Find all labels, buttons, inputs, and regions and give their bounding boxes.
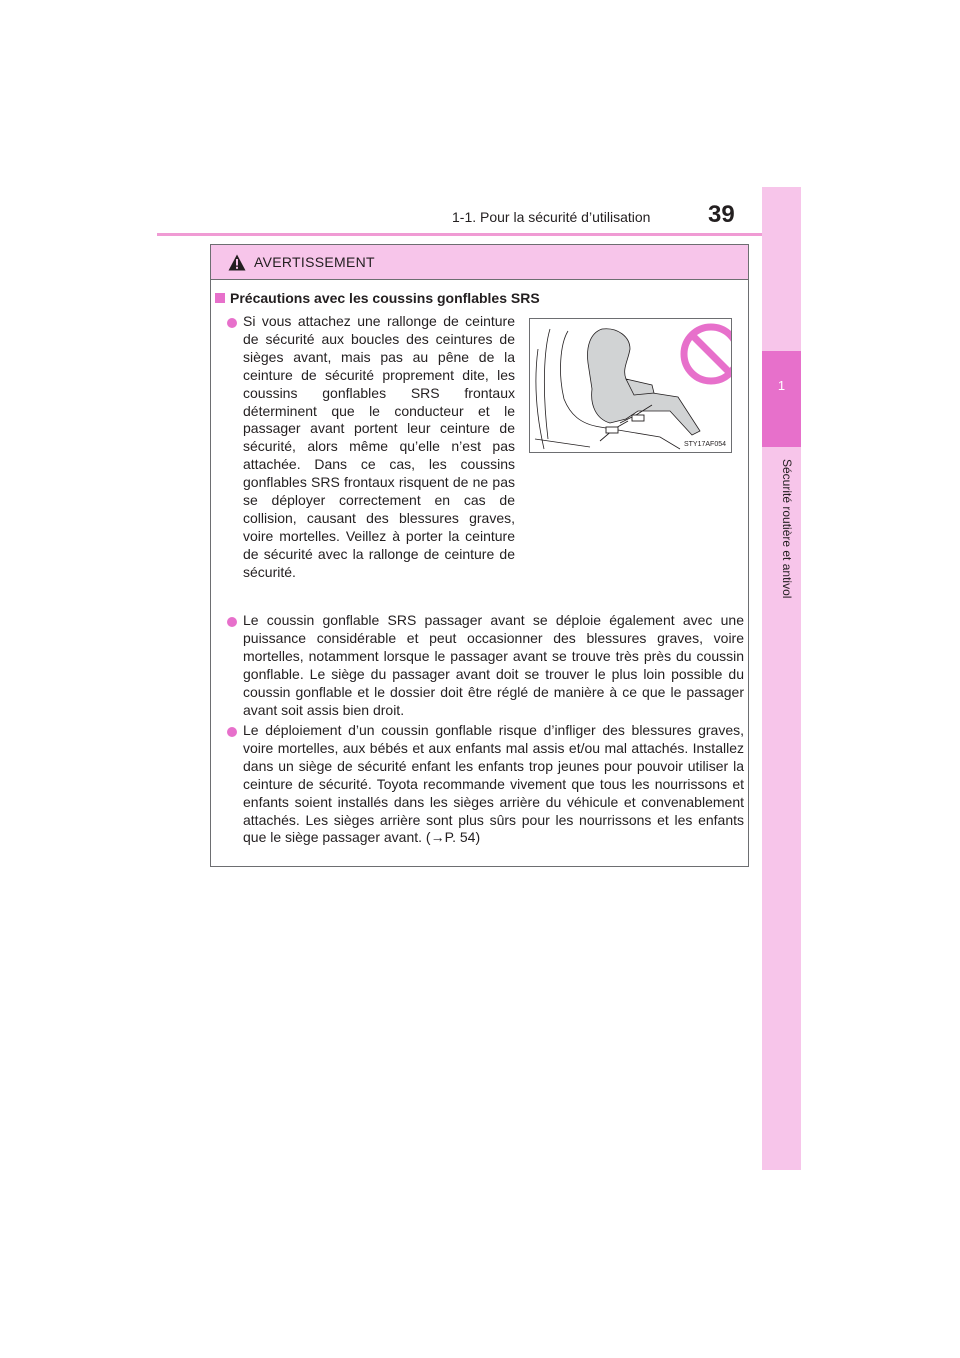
seatbelt-illustration [529, 318, 732, 453]
warning-title: AVERTISSEMENT [254, 254, 375, 270]
bullet-paragraph: Si vous attachez une rallonge de ceinture de sécurité aux boucles des ceintures de sièges avant, mais pas au pêne de la ceinture de sécurité proprement dite, les coussins gonflables SRS frontaux déterminent que le conducteur et le passager avant portent leur ceinture de sécurité, alors même qu’elle n’est pas attachée. Dans ce cas, les coussins gonflables SRS frontaux risquent de ne pas se déployer correctement en cas de collision, causant des blessures graves, voire mortelles. Veillez à porter la ceinture de sécurité avec la rallonge de ceinture de sécurité. [243, 313, 515, 580]
bullet-dot-icon [227, 318, 237, 328]
header-rule [157, 233, 800, 236]
passenger-seat-drawing [530, 319, 731, 452]
bullet-dot-icon [227, 617, 237, 627]
figure-code: STY17AF054 [683, 441, 726, 448]
chapter-number: 1 [777, 378, 786, 393]
bullet-paragraph: Le coussin gonflable SRS passager avant se déploie également avec une puissance considérable et peut occasionner des blessures graves, voire mortelles, notamment lorsque le passager avant se trouve très près du coussin gonflable. Le siège du passager avant doit se trouver le plus loin possible du coussin gonflable et le dossier doit être réglé de manière à ce que le passager avant soit assis bien droit. [243, 612, 744, 718]
chapter-side-tab [762, 187, 801, 1170]
bullet-dot-icon [227, 727, 237, 737]
bullet-paragraph: Le déploiement d’un coussin gonflable risque d’infliger des blessures graves, voire mortelles, aux bébés et aux enfants mal assis et/ou mal attachés. Installez dans un siège de sécurité enfant les enfants trop jeunes pour pouvoir utiliser la ceinture de sécurité. Toyota recommande vivement que tous les nourrissons et enfants soient installés dans les sièges arrière du véhicule et convenablement attachés. Les sièges arrière sont plus sûrs pour les nourrissons et les enfants que le siège passager avant. (→P. 54) [243, 722, 744, 846]
warning-heading [215, 290, 540, 306]
prohibition-icon [684, 327, 731, 381]
warning-header [211, 245, 748, 280]
chapter-tab-active [762, 351, 801, 447]
section-title: 1-1. Pour la sécurité d’utilisation [452, 209, 651, 225]
chapter-title: Sécurité routière et antivol [780, 459, 794, 599]
warning-heading-text: Précautions avec les coussins gonflables SRS [230, 290, 540, 306]
warning-triangle-icon [228, 254, 246, 271]
square-bullet-icon [215, 293, 225, 303]
warning-box [210, 244, 749, 867]
page-number: 39 [708, 201, 735, 228]
